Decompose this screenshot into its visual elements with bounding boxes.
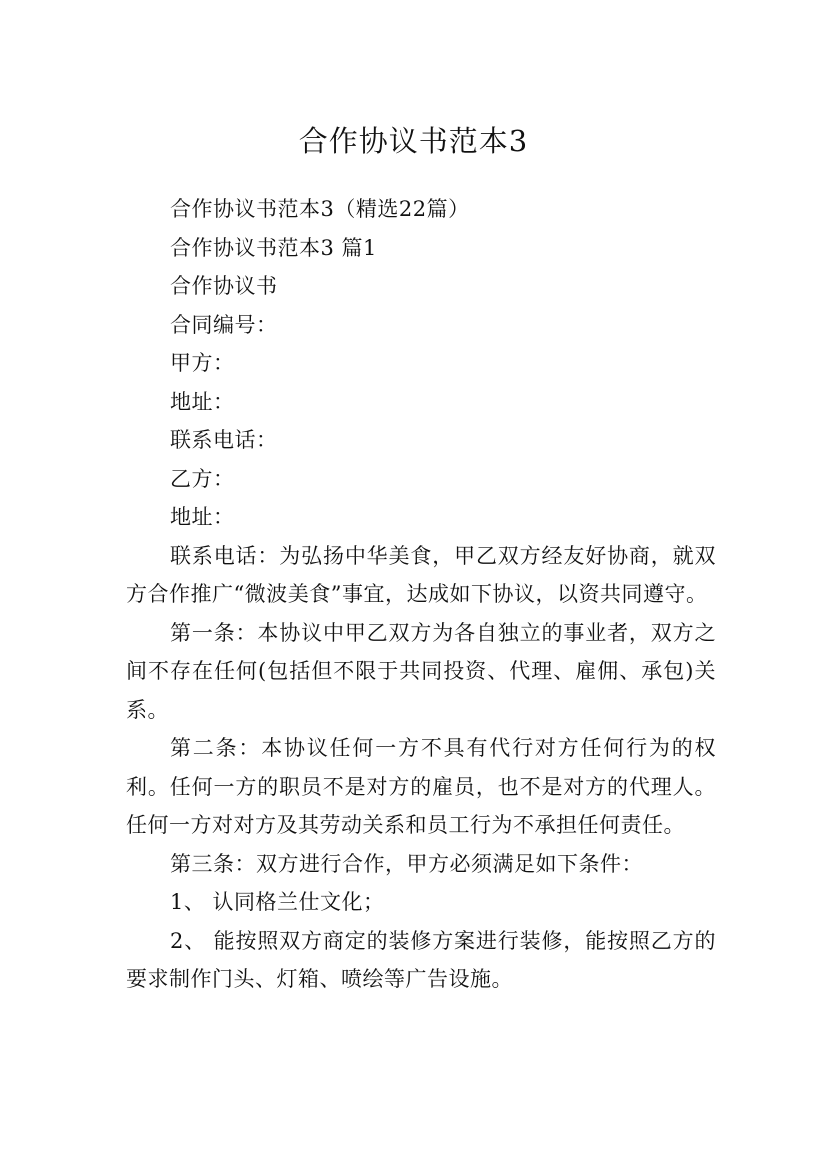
paragraph-party-a: 甲方： [170, 351, 235, 375]
paragraph-article-1: 第一条：本协议中甲乙双方为各自独立的事业者，双方之间不存在任何(包括但不限于共同投资、代理、雇佣、承包)关系。 [126, 620, 716, 722]
paragraph-section-heading: 合作协议书范本3 篇1 [170, 235, 377, 260]
paragraph-agreement-name: 合作协议书 [170, 274, 278, 298]
document-title: 合作协议书范本3 [298, 124, 529, 159]
paragraph-party-b-address: 地址： [170, 505, 235, 529]
paragraph-condition-2: 2、 能按照双方商定的装修方案进行装修，能按照乙方的要求制作门头、灯箱、喷绘等广告设施。 [126, 928, 716, 991]
paragraph-subtitle: 合作协议书范本3（精选22篇） [170, 197, 470, 221]
paragraph-party-a-address: 地址： [170, 389, 235, 414]
paragraph-contract-number: 合同编号： [170, 312, 278, 337]
document-body [126, 190, 716, 999]
paragraph-party-b: 乙方： [170, 466, 235, 491]
paragraph-party-a-phone: 联系电话： [170, 428, 278, 452]
paragraph-preamble: 联系电话：为弘扬中华美食，甲乙双方经友好协商，就双方合作推广“微波美食”事宜，达成如下协议，以资共同遵守。 [126, 543, 716, 606]
paragraph-article-2: 第二条：本协议任何一方不具有代行对方任何行为的权利。任何一方的职员不是对方的雇员，也不是对方的代理人。任何一方对对方及其劳动关系和员工行为不承担任何责任。 [126, 736, 716, 837]
paragraph-article-3: 第三条：双方进行合作，甲方必须满足如下条件： [170, 851, 643, 876]
paragraph-condition-1: 1、 认同格兰仕文化； [170, 890, 385, 914]
